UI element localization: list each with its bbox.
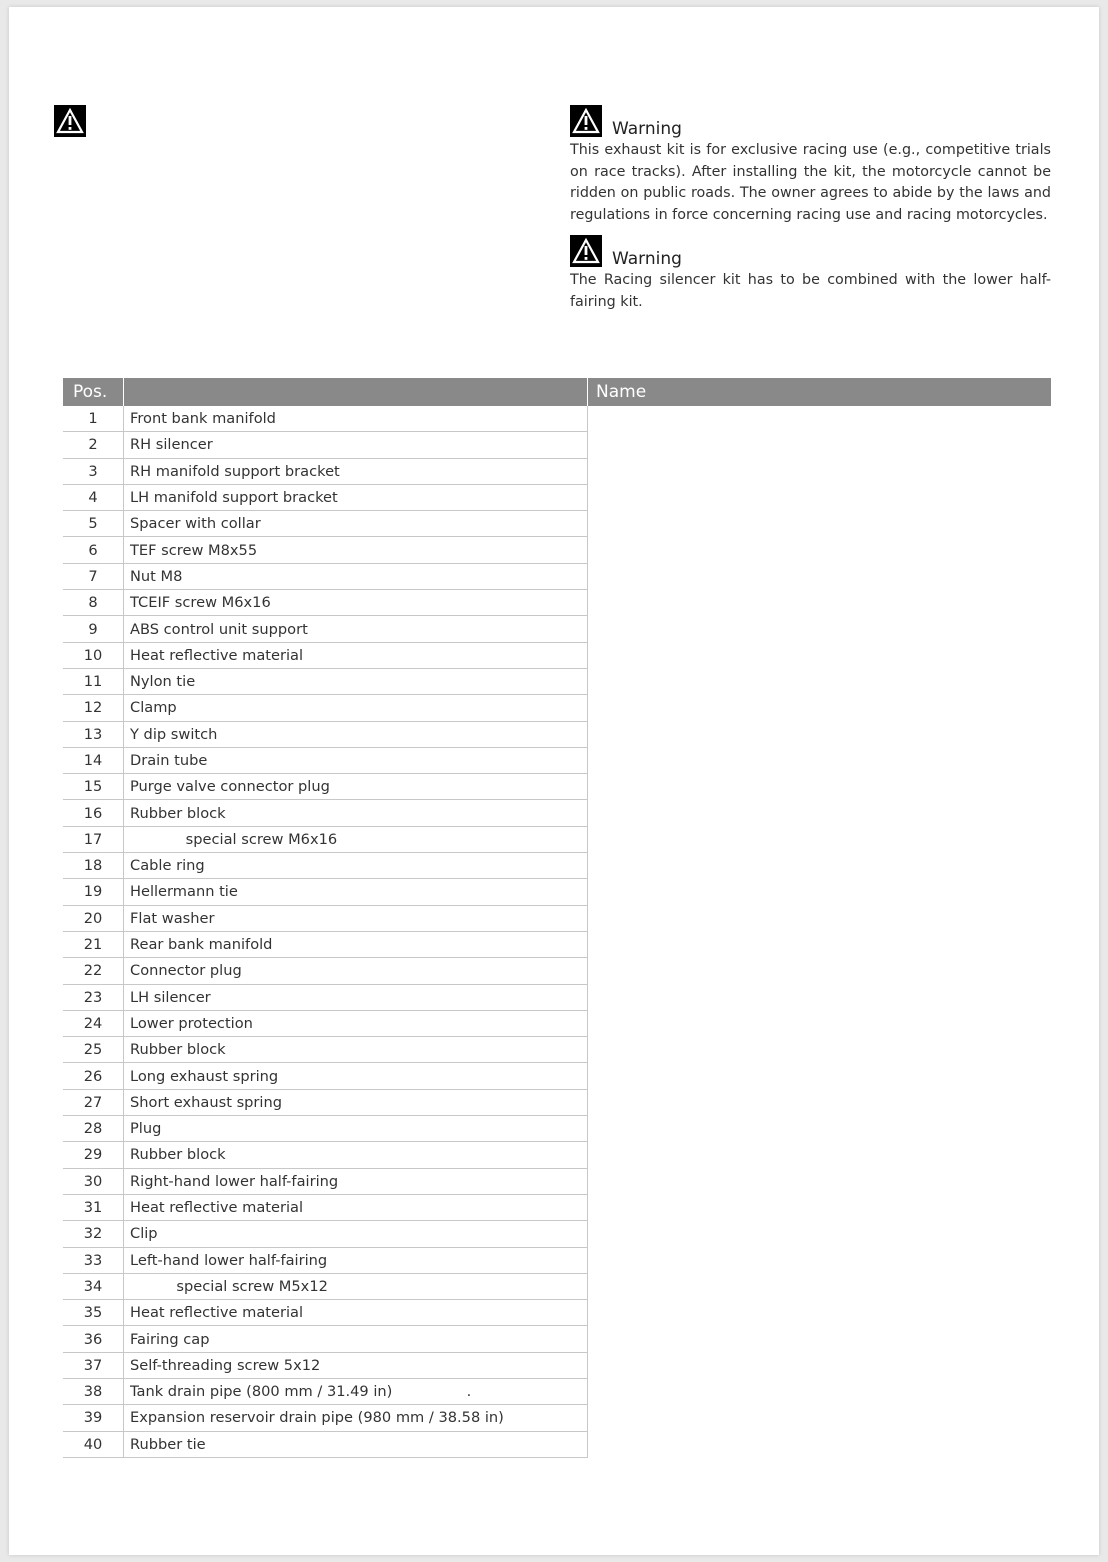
table-row [63, 1037, 1051, 1063]
table-row [63, 563, 1051, 589]
row-pos: 23 [63, 984, 124, 1010]
row-pos: 13 [63, 721, 124, 747]
table-row [63, 1063, 1051, 1089]
row-name [588, 879, 1052, 905]
warning-text: This exhaust kit is for exclusive racing use (e.g., competitive trials on race tracks). After installing the kit, the motorcycle cannot be ridden on public roads. The owner agrees to abide by the laws and regulations in force concerning racing use and racing motorcycles. [570, 142, 1051, 223]
row-name [588, 800, 1052, 826]
row-pos: 38 [63, 1378, 124, 1404]
row-description: TEF screw M8x55 [124, 537, 588, 563]
row-name [588, 1247, 1052, 1273]
row-pos: 39 [63, 1405, 124, 1431]
row-description: Front bank manifold [124, 406, 588, 432]
row-description: Rear bank manifold [124, 931, 588, 957]
table-row [63, 1405, 1051, 1431]
row-name [588, 958, 1052, 984]
table-row [63, 1010, 1051, 1036]
table-row [63, 1142, 1051, 1168]
row-name [588, 1273, 1052, 1299]
row-name [588, 853, 1052, 879]
row-description: Short exhaust spring [124, 1089, 588, 1115]
row-name [588, 458, 1052, 484]
row-name [588, 1378, 1052, 1404]
row-pos: 40 [63, 1431, 124, 1457]
row-description: special screw M6x16 [124, 826, 588, 852]
table-row [63, 458, 1051, 484]
row-pos: 14 [63, 747, 124, 773]
table-row [63, 931, 1051, 957]
row-pos: 35 [63, 1300, 124, 1326]
row-name [588, 984, 1052, 1010]
table-row [63, 1089, 1051, 1115]
row-description: Hellermann tie [124, 879, 588, 905]
row-description: Cable ring [124, 853, 588, 879]
manual-page [9, 7, 1099, 1555]
table-row [63, 642, 1051, 668]
table-row [63, 879, 1051, 905]
row-pos: 31 [63, 1194, 124, 1220]
row-name [588, 1063, 1052, 1089]
row-name [588, 826, 1052, 852]
row-description: Plug [124, 1116, 588, 1142]
row-pos: 25 [63, 1037, 124, 1063]
row-description: Clip [124, 1221, 588, 1247]
row-description: RH silencer [124, 432, 588, 458]
row-pos: 8 [63, 590, 124, 616]
table-body [63, 406, 1051, 1457]
table-row [63, 511, 1051, 537]
table-row [63, 747, 1051, 773]
warning-icon [54, 105, 86, 137]
row-name [588, 1352, 1052, 1378]
row-pos: 33 [63, 1247, 124, 1273]
row-name [588, 1116, 1052, 1142]
row-name [588, 1037, 1052, 1063]
table-row [63, 695, 1051, 721]
table-row [63, 1116, 1051, 1142]
row-description: RH manifold support bracket [124, 458, 588, 484]
row-description: Y dip switch [124, 721, 588, 747]
row-description: Connector plug [124, 958, 588, 984]
table-row [63, 1378, 1051, 1404]
row-pos: 27 [63, 1089, 124, 1115]
row-pos: 22 [63, 958, 124, 984]
row-description: ABS control unit support [124, 616, 588, 642]
column-header-pos: Pos. [63, 378, 124, 406]
row-pos: 18 [63, 853, 124, 879]
row-pos: 34 [63, 1273, 124, 1299]
row-name [588, 642, 1052, 668]
row-name [588, 616, 1052, 642]
table-row [63, 1352, 1051, 1378]
row-pos: 29 [63, 1142, 124, 1168]
row-description: Spacer with collar [124, 511, 588, 537]
row-description: Fairing cap [124, 1326, 588, 1352]
row-description: Expansion reservoir drain pipe (980 mm / 38.58 in) [124, 1405, 588, 1431]
row-name [588, 1431, 1052, 1457]
table-row [63, 1194, 1051, 1220]
table-row [63, 537, 1051, 563]
table-header-row [63, 378, 1051, 406]
row-name [588, 590, 1052, 616]
row-pos: 36 [63, 1326, 124, 1352]
row-name [588, 747, 1052, 773]
row-description: Right-hand lower half-fairing [124, 1168, 588, 1194]
row-description: Heat reflective material [124, 1300, 588, 1326]
row-name [588, 432, 1052, 458]
table-row [63, 721, 1051, 747]
row-pos: 19 [63, 879, 124, 905]
row-pos: 15 [63, 774, 124, 800]
row-pos: 32 [63, 1221, 124, 1247]
row-pos: 30 [63, 1168, 124, 1194]
row-name [588, 1194, 1052, 1220]
row-description: Rubber tie [124, 1431, 588, 1457]
row-pos: 28 [63, 1116, 124, 1142]
table-row [63, 432, 1051, 458]
row-pos: 21 [63, 931, 124, 957]
table-row [63, 826, 1051, 852]
table-row [63, 406, 1051, 432]
table-row [63, 800, 1051, 826]
row-description: Purge valve connector plug [124, 774, 588, 800]
row-description: Nylon tie [124, 668, 588, 694]
row-name [588, 563, 1052, 589]
row-name [588, 1142, 1052, 1168]
table-row [63, 905, 1051, 931]
row-description: Nut M8 [124, 563, 588, 589]
warning-text: The Racing silencer kit has to be combined with the lower half-fairing kit. [570, 272, 1051, 310]
row-name [588, 1405, 1052, 1431]
row-description: Drain tube [124, 747, 588, 773]
row-pos: 2 [63, 432, 124, 458]
table-row [63, 1326, 1051, 1352]
row-pos: 37 [63, 1352, 124, 1378]
table-row [63, 1221, 1051, 1247]
row-name [588, 1168, 1052, 1194]
table-row [63, 1300, 1051, 1326]
row-pos: 16 [63, 800, 124, 826]
row-name [588, 668, 1052, 694]
parts-table [63, 378, 1051, 1458]
row-pos: 7 [63, 563, 124, 589]
row-description: Heat reflective material [124, 1194, 588, 1220]
row-name [588, 1326, 1052, 1352]
row-pos: 6 [63, 537, 124, 563]
warning-icon [570, 235, 602, 267]
row-pos: 11 [63, 668, 124, 694]
row-name [588, 931, 1052, 957]
warning-block-2 [570, 235, 1051, 315]
row-pos: 26 [63, 1063, 124, 1089]
row-description: TCEIF screw M6x16 [124, 590, 588, 616]
row-name [588, 1010, 1052, 1036]
column-header-description [124, 378, 588, 406]
table-row [63, 1247, 1051, 1273]
table-row [63, 853, 1051, 879]
row-name [588, 1089, 1052, 1115]
row-description: Heat reflective material [124, 642, 588, 668]
row-pos: 24 [63, 1010, 124, 1036]
row-name [588, 905, 1052, 931]
row-description: Long exhaust spring [124, 1063, 588, 1089]
row-pos: 3 [63, 458, 124, 484]
row-name [588, 1300, 1052, 1326]
table-row [63, 616, 1051, 642]
table-row [63, 668, 1051, 694]
row-pos: 5 [63, 511, 124, 537]
warning-icon [570, 105, 602, 137]
row-pos: 9 [63, 616, 124, 642]
table-row [63, 958, 1051, 984]
row-pos: 10 [63, 642, 124, 668]
row-description: Lower protection [124, 1010, 588, 1036]
row-description: LH silencer [124, 984, 588, 1010]
row-name [588, 1221, 1052, 1247]
table-row [63, 984, 1051, 1010]
row-description: Left-hand lower half-fairing [124, 1247, 588, 1273]
row-description: Rubber block [124, 800, 588, 826]
row-name [588, 537, 1052, 563]
warning-block-1 [570, 105, 1051, 235]
row-pos: 20 [63, 905, 124, 931]
table-row [63, 774, 1051, 800]
row-description: Tank drain pipe (800 mm / 31.49 in) . [124, 1378, 588, 1404]
row-pos: 12 [63, 695, 124, 721]
row-description: Rubber block [124, 1037, 588, 1063]
table-row [63, 1273, 1051, 1299]
row-name [588, 695, 1052, 721]
row-description: LH manifold support bracket [124, 484, 588, 510]
row-description: Flat washer [124, 905, 588, 931]
row-name [588, 484, 1052, 510]
row-name [588, 774, 1052, 800]
row-pos: 17 [63, 826, 124, 852]
row-name [588, 511, 1052, 537]
column-header-name: Name [588, 378, 1052, 406]
table-row [63, 590, 1051, 616]
warning-title: Warning [612, 119, 682, 139]
row-name [588, 406, 1052, 432]
table-row [63, 484, 1051, 510]
warning-title: Warning [612, 249, 682, 269]
row-name [588, 721, 1052, 747]
row-pos: 1 [63, 406, 124, 432]
table-row [63, 1431, 1051, 1457]
table-row [63, 1168, 1051, 1194]
row-description: Rubber block [124, 1142, 588, 1168]
row-description: special screw M5x12 [124, 1273, 588, 1299]
row-pos: 4 [63, 484, 124, 510]
row-description: Self-threading screw 5x12 [124, 1352, 588, 1378]
row-description: Clamp [124, 695, 588, 721]
